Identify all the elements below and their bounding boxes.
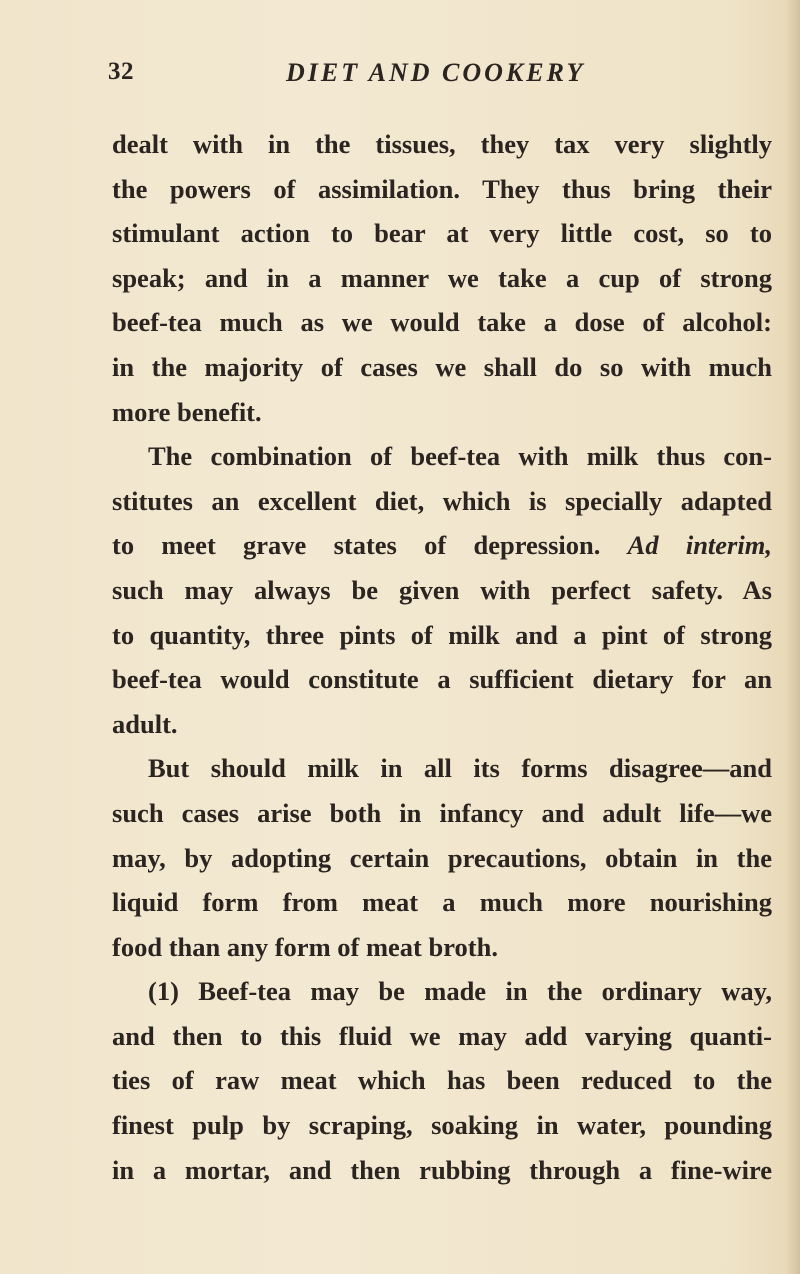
text-line: in the majority of cases we shall do so with much <box>112 351 772 382</box>
text-line: the powers of assimilation. They thus bring their <box>112 173 772 204</box>
text-line: to quantity, three pints of milk and a pint of strong <box>112 619 772 650</box>
text-line: and then to this fluid we may add varying quanti- <box>112 1020 772 1051</box>
text-line: stitutes an excellent diet, which is specially adapted <box>112 485 772 516</box>
page-header <box>0 58 800 94</box>
text-line: But should milk in all its forms disagree—and <box>148 753 772 784</box>
text-line: food than any form of meat broth. <box>112 931 498 962</box>
text-line: (1) Beef-tea may be made in the ordinary way, <box>148 976 772 1007</box>
text-line: beef-tea much as we would take a dose of alcohol: <box>112 307 772 338</box>
text-line: finest pulp by scraping, soaking in water, pounding <box>112 1110 772 1141</box>
text-line: such may always be given with perfect safety. As <box>112 574 772 605</box>
text-line: such cases arise both in infancy and adult life—we <box>112 797 772 828</box>
text-line: dealt with in the tissues, they tax very slightly <box>112 129 772 159</box>
text-line: stimulant action to bear at very little cost, so to <box>112 218 772 249</box>
text-line: beef-tea would constitute a sufficient dietary for an <box>112 664 772 695</box>
italic-phrase: Ad interim, <box>627 530 772 561</box>
text-line: speak; and in a manner we take a cup of strong <box>112 262 772 293</box>
text-line: more benefit. <box>112 396 262 427</box>
text-line: adult. <box>112 708 178 739</box>
text-line: may, by adopting certain precautions, obtain in the <box>112 842 772 873</box>
text-line: The combination of beef-tea with milk thus con- <box>148 441 772 472</box>
text-line: ties of raw meat which has been reduced to the <box>112 1065 772 1096</box>
body-text <box>112 122 772 1192</box>
running-title: DIET AND COOKERY <box>286 58 586 87</box>
page-edge-shadow <box>786 0 800 1274</box>
text-line: liquid form from meat a much more nourishing <box>112 887 772 918</box>
page-number: 32 <box>108 58 134 85</box>
text-line: to meet grave states of depression. Ad interim, <box>112 530 772 561</box>
text-line: in a mortar, and then rubbing through a fine-wire <box>112 1154 772 1185</box>
